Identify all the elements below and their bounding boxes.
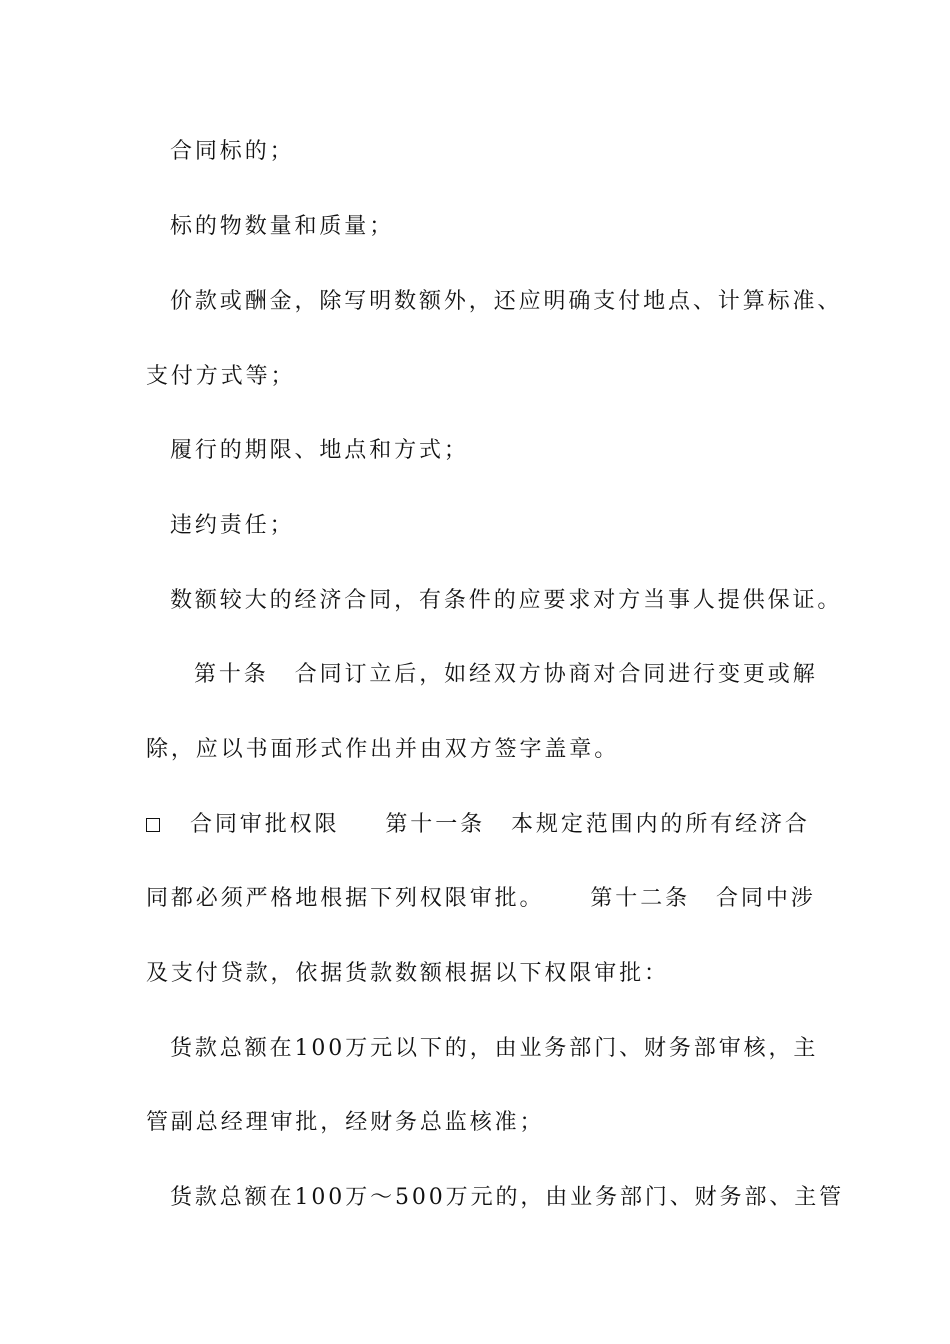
article-11-label: 第十一条 xyxy=(385,812,486,837)
checkbox-icon xyxy=(146,818,160,832)
article-11-text-cont: 同都必须严格地根据下列权限审批。 xyxy=(146,886,545,911)
article-10-line1 xyxy=(194,660,874,690)
article-12-label: 第十二条 xyxy=(590,886,691,911)
text-line: 支付方式等； xyxy=(146,364,296,389)
item-1-line2: 管副总经理审批，经财务总监核准； xyxy=(146,1110,545,1135)
article-10-line2: 除，应以书面形式作出并由双方签字盖章。 xyxy=(146,737,620,762)
article-12-text: 合同中涉 xyxy=(716,886,816,911)
text-line: 违约责任； xyxy=(170,513,295,538)
text-line: 履行的期限、地点和方式； xyxy=(170,438,469,463)
section-heading: 合同审批权限 xyxy=(190,812,340,837)
section-approval-line2 xyxy=(146,884,826,914)
section-approval-line1 xyxy=(146,810,826,840)
article-10-text: 合同订立后，如经双方协商对合同进行变更或解 xyxy=(294,662,818,687)
text-line: 标的物数量和质量； xyxy=(170,214,395,239)
item-2-line1: 货款总额在100万～500万元的，由业务部门、财务部、主管 xyxy=(170,1185,845,1210)
article-12-line2: 及支付贷款，依据货款数额根据以下权限审批： xyxy=(146,961,669,986)
text-line: 合同标的； xyxy=(170,139,295,164)
text-line: 数额较大的经济合同，有条件的应要求对方当事人提供保证。 xyxy=(170,588,843,613)
article-11-text: 本规定范围内的所有经济合 xyxy=(511,812,810,837)
article-10-label: 第十条 xyxy=(194,662,269,687)
item-1-line1: 货款总额在100万元以下的，由业务部门、财务部审核，主 xyxy=(170,1036,819,1061)
text-line: 价款或酬金，除写明数额外，还应明确支付地点、计算标准、 xyxy=(170,289,843,314)
